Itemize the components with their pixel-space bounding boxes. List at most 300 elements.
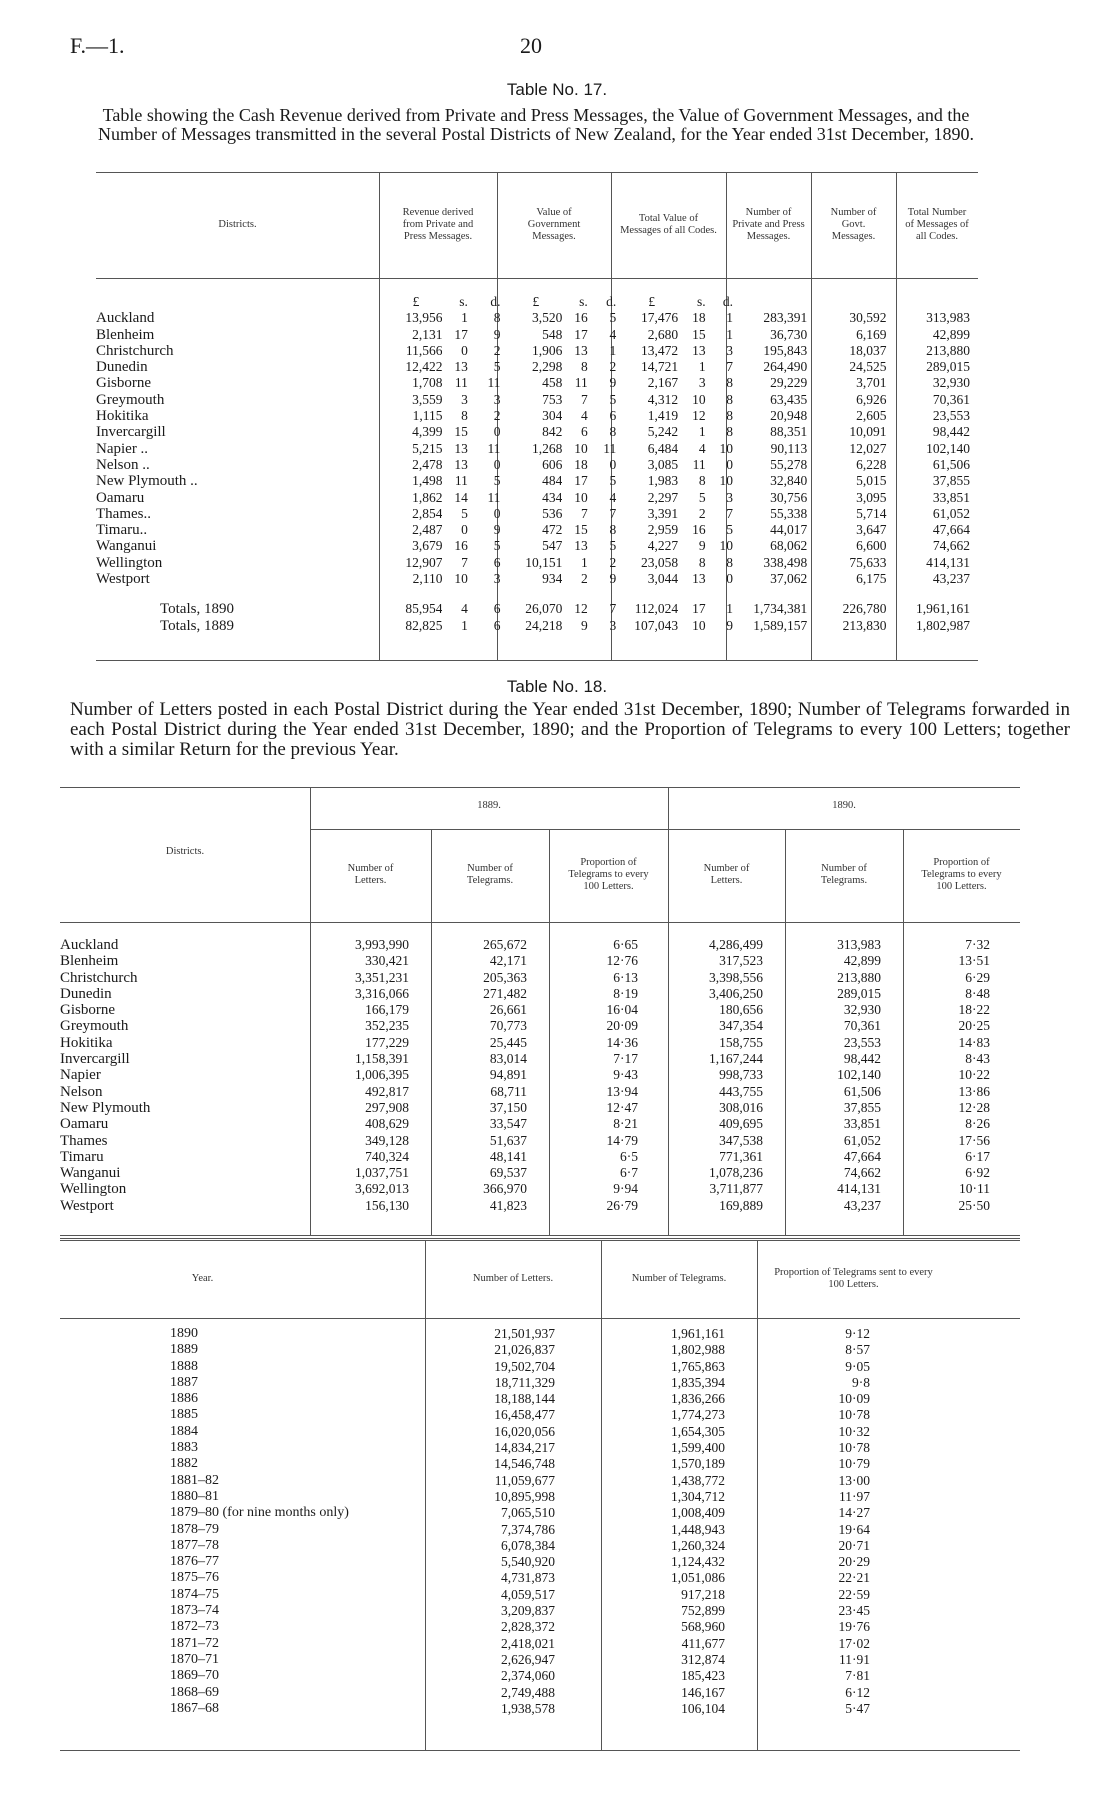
money-cell: 0 — [493, 424, 501, 440]
value-cell: 177,229 — [365, 1034, 409, 1050]
district-name: Greymouth — [96, 391, 165, 408]
count-cell: 3,701 — [856, 375, 887, 391]
value-cell: 347,538 — [719, 1132, 763, 1148]
value-cell: 74,662 — [843, 1165, 881, 1181]
count-cell: 33,851 — [932, 489, 970, 505]
table19-row — [60, 1473, 1020, 1489]
district-cell: Dunedin — [60, 985, 112, 1002]
money-cell: 9 — [493, 326, 501, 342]
value-cell: 6·29 — [965, 969, 990, 985]
count-cell: 289,015 — [926, 359, 970, 375]
table17-row — [96, 457, 978, 473]
money-cell: 7 — [461, 554, 468, 570]
value-cell: 3,398,556 — [709, 969, 763, 985]
money-cell: 0 — [726, 571, 734, 587]
value-cell: 8·48 — [965, 985, 990, 1001]
district-name: Wanganui — [96, 538, 157, 555]
district-cell: Thames — [60, 1132, 108, 1149]
value-cell: 169,889 — [719, 1197, 763, 1213]
money-cell: 1,983 — [647, 473, 679, 489]
money-cell: 0 — [493, 505, 501, 521]
value-cell: 9·94 — [613, 1181, 638, 1197]
table19-row — [60, 1489, 1020, 1505]
money-cell: 12 — [692, 408, 706, 424]
value-cell: 43,237 — [843, 1197, 881, 1213]
value-cell: 37,855 — [843, 1099, 881, 1115]
year-cell: 1874–75 — [170, 1586, 219, 1602]
value-cell: 414,131 — [837, 1181, 881, 1197]
value-cell: 3,351,231 — [355, 969, 409, 985]
money-cell: 5 — [461, 505, 468, 521]
year-cell: 1890 — [170, 1326, 198, 1341]
value-cell: 5,540,920 — [501, 1554, 555, 1570]
count-cell: 42,899 — [932, 326, 970, 342]
value-cell: 8·26 — [965, 1116, 990, 1132]
money-cell: 0 — [726, 456, 734, 472]
district-cell — [96, 375, 384, 391]
table19-bottom-rule — [60, 1750, 1020, 1751]
value-cell: 349,128 — [365, 1132, 409, 1148]
money-cell: 536 — [542, 505, 563, 521]
value-cell: 10·09 — [838, 1391, 870, 1407]
money-cell: 7 — [581, 505, 588, 521]
table18-row — [60, 1100, 1020, 1116]
table18-row — [60, 1133, 1020, 1149]
money-cell: 13,956 — [405, 310, 443, 326]
value-cell: 205,363 — [483, 969, 527, 985]
money-cell: 4 — [461, 601, 468, 617]
money-cell: 458 — [542, 375, 563, 391]
value-cell: 26·79 — [606, 1197, 638, 1213]
value-cell: 7·17 — [613, 1051, 638, 1067]
district-cell — [96, 571, 384, 587]
table18-row — [60, 970, 1020, 986]
money-cell: 5 — [698, 489, 706, 505]
table17-top-rule — [96, 172, 978, 173]
money-cell: 2,959 — [647, 522, 679, 538]
table18-header — [60, 832, 1020, 918]
money-cell: 2 — [609, 554, 617, 570]
district-cell: Timaru — [60, 1148, 104, 1165]
money-cell: 13 — [692, 571, 706, 587]
value-cell: 61,052 — [843, 1132, 881, 1148]
money-cell: 2,854 — [412, 505, 443, 521]
count-cell: 6,228 — [856, 456, 887, 472]
table19-row — [60, 1685, 1020, 1701]
district-cell — [96, 457, 384, 473]
value-cell: 3,406,250 — [709, 985, 763, 1001]
money-cell: 17 — [454, 326, 468, 342]
district-name: Blenheim — [96, 326, 155, 343]
count-cell: 283,391 — [763, 310, 808, 326]
money-cell: 13,472 — [641, 342, 679, 358]
table17-col-total-value: Total Value of Messages of all Codes. — [620, 213, 717, 236]
count-cell: 32,930 — [932, 375, 970, 391]
district-name: Christchurch — [96, 342, 174, 359]
money-cell: 9 — [609, 571, 617, 587]
money-cell: 1,906 — [531, 342, 563, 358]
value-cell: 1,006,395 — [355, 1067, 409, 1083]
value-cell: 32,930 — [843, 1002, 881, 1018]
district-cell: Napier — [60, 1067, 101, 1084]
money-cell: 5 — [609, 391, 617, 407]
value-cell: 917,218 — [681, 1586, 725, 1602]
table19-row — [60, 1652, 1020, 1668]
money-cell: 0 — [493, 456, 501, 472]
table17-title: Table showing the Cash Revenue derived from Private and Press Messages, the Value of Government Messages, and the Number of Messages transmitted in the several Postal Districts of New Zealand, for the Year ended 31st December, 1890. — [97, 105, 975, 144]
district-cell: Blenheim — [60, 953, 119, 970]
money-cell: 3,559 — [412, 391, 443, 407]
money-cell: 6 — [493, 617, 501, 633]
value-cell: 7,065,510 — [501, 1505, 555, 1521]
value-cell: 17·02 — [838, 1635, 870, 1651]
value-cell: 1,438,772 — [671, 1472, 725, 1488]
count-cell: 20,948 — [770, 408, 808, 424]
money-cell: 3 — [726, 489, 734, 505]
table18-row — [60, 937, 1020, 953]
district-name: Dunedin — [96, 359, 148, 376]
money-cell: 10 — [719, 440, 734, 456]
table18-col-letters-1890: Number of Letters. — [703, 863, 750, 886]
value-cell: 20·71 — [838, 1537, 870, 1553]
count-cell: 30,592 — [849, 310, 887, 326]
money-cell: 16 — [454, 538, 468, 554]
money-cell: 11 — [692, 456, 706, 472]
table18-caption: Table No. 18. — [506, 677, 608, 696]
value-cell: 352,235 — [365, 1018, 409, 1034]
count-cell: 44,017 — [770, 522, 808, 538]
money-cell: 2,297 — [647, 489, 679, 505]
money-cell: 14,721 — [641, 359, 679, 375]
money-cell: 5 — [726, 522, 734, 538]
table19-row — [60, 1424, 1020, 1440]
money-cell: 15 — [692, 326, 706, 342]
value-cell: 42,899 — [843, 953, 881, 969]
value-cell: 16,458,477 — [494, 1407, 555, 1423]
money-cell: 1 — [461, 617, 468, 633]
value-cell: 13·51 — [958, 953, 990, 969]
table18-col-proportion-1890: Proportion of Telegrams to every 100 Letters. — [921, 857, 1002, 892]
value-cell: 7·32 — [965, 937, 990, 952]
value-cell: 1,765,863 — [671, 1358, 725, 1374]
value-cell: 10·78 — [838, 1440, 870, 1456]
table17-row — [96, 473, 978, 489]
money-cell: 548 — [542, 326, 563, 342]
value-cell: 3,692,013 — [355, 1181, 409, 1197]
value-cell: 33,851 — [843, 1116, 881, 1132]
district-name: Auckland — [96, 310, 155, 327]
count-cell: 98,442 — [932, 424, 970, 440]
table17-row — [96, 424, 978, 440]
table18-col-district: Districts. — [165, 846, 205, 857]
value-cell: 312,874 — [681, 1651, 725, 1667]
count-cell: 102,140 — [926, 440, 970, 456]
value-cell: 1,774,273 — [671, 1407, 725, 1423]
money-cell: 484 — [542, 473, 563, 489]
value-cell: 1,158,391 — [355, 1051, 409, 1067]
value-cell: 1,938,578 — [501, 1700, 555, 1716]
count-cell: 5,015 — [856, 473, 887, 489]
count-cell: 10,091 — [849, 424, 887, 440]
value-cell: 1,802,988 — [671, 1342, 725, 1358]
money-cell: 10 — [454, 571, 468, 587]
money-cell: 9 — [581, 617, 588, 633]
district-cell — [96, 538, 384, 554]
value-cell: 1,260,324 — [671, 1537, 725, 1553]
district-cell: Oamaru — [60, 1116, 109, 1133]
value-cell: 10,895,998 — [494, 1488, 555, 1504]
year-cell: 1867–68 — [170, 1700, 219, 1716]
table17-col-private-count: Number of Private and Press Messages. — [732, 207, 805, 242]
value-cell: 443,755 — [719, 1083, 763, 1099]
district-cell — [96, 343, 384, 359]
year-cell: 1872–73 — [170, 1619, 219, 1635]
value-cell: 25,445 — [489, 1034, 527, 1050]
value-cell: 18·22 — [958, 1002, 990, 1018]
money-cell: 16 — [574, 310, 588, 326]
value-cell: 83,014 — [489, 1051, 527, 1067]
year-cell: 1886 — [170, 1391, 198, 1407]
money-cell: 8 — [609, 424, 617, 440]
money-cell: 8 — [698, 554, 706, 570]
value-cell: 297,908 — [365, 1099, 409, 1115]
money-cell: 5,215 — [412, 440, 443, 456]
money-cell: 8 — [726, 391, 734, 407]
table19-col-proportion: Proportion of Telegrams sent to every 100 Letters. — [774, 1267, 933, 1290]
value-cell: 8·19 — [613, 985, 638, 1001]
money-cell: 2 — [609, 359, 617, 375]
value-cell: 4,286,499 — [709, 937, 763, 952]
money-cell: 9 — [698, 538, 706, 554]
count-cell: 37,062 — [770, 571, 808, 587]
year-cell: 1875–76 — [170, 1570, 219, 1586]
money-cell: 11,566 — [405, 342, 443, 358]
table18-body — [60, 937, 1020, 1214]
value-cell: 8·21 — [613, 1116, 638, 1132]
money-cell: 1 — [726, 326, 734, 342]
value-cell: 14·83 — [958, 1034, 990, 1050]
money-cell: 472 — [542, 522, 563, 538]
money-cell: 5 — [493, 473, 501, 489]
district-cell: Greymouth — [60, 1018, 129, 1035]
year-cell: 1888 — [170, 1358, 198, 1374]
money-cell: 82,825 — [405, 617, 443, 633]
blank-cell — [895, 294, 978, 310]
table18-bottom-rule — [60, 1235, 1020, 1236]
table17-row — [96, 327, 978, 343]
money-cell: 10 — [692, 391, 706, 407]
district-cell — [96, 601, 384, 617]
money-cell: 112,024 — [634, 601, 679, 617]
table17-col-district: Districts. — [218, 219, 257, 230]
table19-row — [60, 1440, 1020, 1456]
money-cell: 6 — [493, 601, 501, 617]
count-cell: 24,525 — [849, 359, 887, 375]
district-cell — [96, 359, 384, 375]
table19-row — [60, 1342, 1020, 1358]
table17-row — [96, 310, 978, 326]
year-cell: 1873–74 — [170, 1603, 219, 1619]
money-cell: 8 — [581, 359, 588, 375]
value-cell: 158,755 — [719, 1034, 763, 1050]
district-cell — [96, 441, 384, 457]
money-cell: 2,131 — [412, 326, 443, 342]
value-cell: 14,546,748 — [494, 1456, 555, 1472]
table18-col-telegrams-1890: Number of Telegrams. — [820, 863, 868, 886]
value-cell: 180,656 — [719, 1002, 763, 1018]
value-cell: 18,711,329 — [494, 1374, 555, 1390]
value-cell: 42,171 — [489, 953, 527, 969]
value-cell: 8·43 — [965, 1051, 990, 1067]
table19-row — [60, 1505, 1020, 1521]
value-cell: 271,482 — [483, 985, 527, 1001]
count-cell: 75,633 — [849, 554, 887, 570]
count-cell: 68,062 — [770, 538, 808, 554]
value-cell: 1,124,432 — [671, 1554, 725, 1570]
table18-row — [60, 1084, 1020, 1100]
value-cell: 25·50 — [958, 1197, 990, 1213]
year-cell: 1881–82 — [170, 1472, 219, 1488]
value-cell: 51,637 — [489, 1132, 527, 1148]
unit-label: £ — [648, 294, 656, 309]
table19-header — [60, 1250, 1020, 1308]
value-cell: 14·79 — [606, 1132, 638, 1148]
table17-row — [96, 571, 978, 587]
year-cell: 1879–80 (for nine months only) — [170, 1505, 349, 1521]
value-cell: 12·47 — [606, 1099, 638, 1115]
value-cell: 6·13 — [613, 969, 638, 985]
value-cell: 11,059,677 — [494, 1472, 555, 1488]
money-cell: 0 — [609, 456, 617, 472]
money-cell: 5 — [609, 310, 617, 326]
value-cell: 14,834,217 — [494, 1440, 555, 1456]
money-cell: 10 — [574, 489, 588, 505]
value-cell: 16·04 — [606, 1002, 638, 1018]
table18-title: Number of Letters posted in each Postal District during the Year ended 31st December, 1890; Number of Telegrams forwarded in each Postal District during the Year ended 31st December, 1890; and the Proportion of Telegrams to every 100 Letters; together with a similar Return for the previous Year. — [70, 699, 1070, 760]
money-cell: 1 — [726, 310, 734, 326]
money-cell: 6 — [609, 408, 617, 424]
count-cell: 226,780 — [842, 601, 887, 617]
table19-row — [60, 1554, 1020, 1570]
value-cell: 17·56 — [958, 1132, 990, 1148]
district-name: Totals, 1889 — [160, 617, 234, 634]
table18-row — [60, 1018, 1020, 1034]
money-cell: 1 — [609, 342, 617, 358]
year-cell: 1876–77 — [170, 1554, 219, 1570]
value-cell: 1,654,305 — [671, 1423, 725, 1439]
table17-totals-row — [96, 618, 978, 634]
value-cell: 366,970 — [483, 1181, 527, 1197]
table18-col-telegrams-1889: Number of Telegrams. — [466, 863, 514, 886]
money-cell: 5 — [493, 538, 501, 554]
table18-top-rule — [60, 787, 1020, 788]
year-cell: 1870–71 — [170, 1651, 219, 1667]
table19-row — [60, 1619, 1020, 1635]
value-cell: 347,354 — [719, 1018, 763, 1034]
table17-row — [96, 555, 978, 571]
money-cell: 17 — [692, 601, 706, 617]
money-cell: 3,085 — [647, 456, 679, 472]
value-cell: 3,316,066 — [355, 985, 409, 1001]
count-cell: 47,664 — [932, 522, 970, 538]
value-cell: 330,421 — [365, 953, 409, 969]
value-cell: 1,570,189 — [671, 1456, 725, 1472]
money-cell: 434 — [542, 489, 563, 505]
spacer-row — [96, 587, 978, 601]
table17-col-total-count: Total Number of Messages of all Codes. — [905, 207, 969, 242]
money-cell: 9 — [726, 617, 734, 633]
money-cell: 3 — [493, 571, 501, 587]
district-name: Gisborne — [96, 375, 151, 392]
count-cell: 32,840 — [770, 473, 808, 489]
value-cell: 11·91 — [839, 1651, 870, 1667]
value-cell: 752,899 — [681, 1603, 725, 1619]
district-cell: Christchurch — [60, 969, 138, 986]
district-cell: New Plymouth — [60, 1099, 151, 1116]
value-cell: 411,677 — [681, 1635, 725, 1651]
table19-row — [60, 1359, 1020, 1375]
money-cell: 2 — [581, 571, 588, 587]
value-cell: 69,537 — [489, 1165, 527, 1181]
value-cell: 7·81 — [845, 1668, 870, 1684]
count-cell: 55,338 — [770, 505, 808, 521]
money-cell: 8 — [726, 375, 734, 391]
district-cell — [96, 490, 384, 506]
count-cell: 1,961,161 — [916, 601, 970, 617]
year-cell: 1884 — [170, 1423, 198, 1439]
money-cell: 10,151 — [525, 554, 563, 570]
money-cell: 12,422 — [405, 359, 443, 375]
table17-col-revenue: Revenue derived from Private and Press Messages. — [402, 207, 474, 242]
table19-row — [60, 1668, 1020, 1684]
money-cell: 11 — [454, 375, 468, 391]
count-cell: 18,037 — [849, 342, 887, 358]
year-cell: 1889 — [170, 1342, 198, 1358]
value-cell: 213,880 — [837, 969, 881, 985]
money-cell: 17 — [574, 326, 588, 342]
table18-row — [60, 1181, 1020, 1197]
table19-row — [60, 1701, 1020, 1717]
money-cell: 2,167 — [647, 375, 679, 391]
money-cell: 10 — [719, 473, 734, 489]
value-cell: 1,599,400 — [671, 1440, 725, 1456]
money-cell: 18 — [574, 456, 588, 472]
table19-row — [60, 1522, 1020, 1538]
year-cell: 1869–70 — [170, 1668, 219, 1684]
value-cell: 47,664 — [843, 1148, 881, 1164]
money-cell: 8 — [609, 522, 617, 538]
value-cell: 21,026,837 — [494, 1342, 555, 1358]
value-cell: 3,993,990 — [355, 937, 409, 952]
money-cell: 23,058 — [641, 554, 679, 570]
money-cell: 4,312 — [647, 391, 679, 407]
money-cell: 753 — [542, 391, 563, 407]
table18-col-proportion-1889: Proportion of Telegrams to every 100 Letters. — [568, 857, 649, 892]
district-cell: Invercargill — [60, 1051, 130, 1068]
count-cell: 195,843 — [763, 342, 808, 358]
value-cell: 265,672 — [483, 937, 527, 952]
count-cell: 1,589,157 — [753, 617, 808, 633]
value-cell: 146,167 — [681, 1684, 725, 1700]
money-cell: 11 — [487, 489, 501, 505]
value-cell: 1,008,409 — [671, 1505, 725, 1521]
page-number: 20 — [520, 33, 542, 58]
value-cell: 10·79 — [838, 1456, 870, 1472]
table19-row — [60, 1407, 1020, 1423]
value-cell: 23·45 — [838, 1603, 870, 1619]
district-cell: Nelson — [60, 1083, 103, 1100]
year-cell: 1882 — [170, 1456, 198, 1472]
